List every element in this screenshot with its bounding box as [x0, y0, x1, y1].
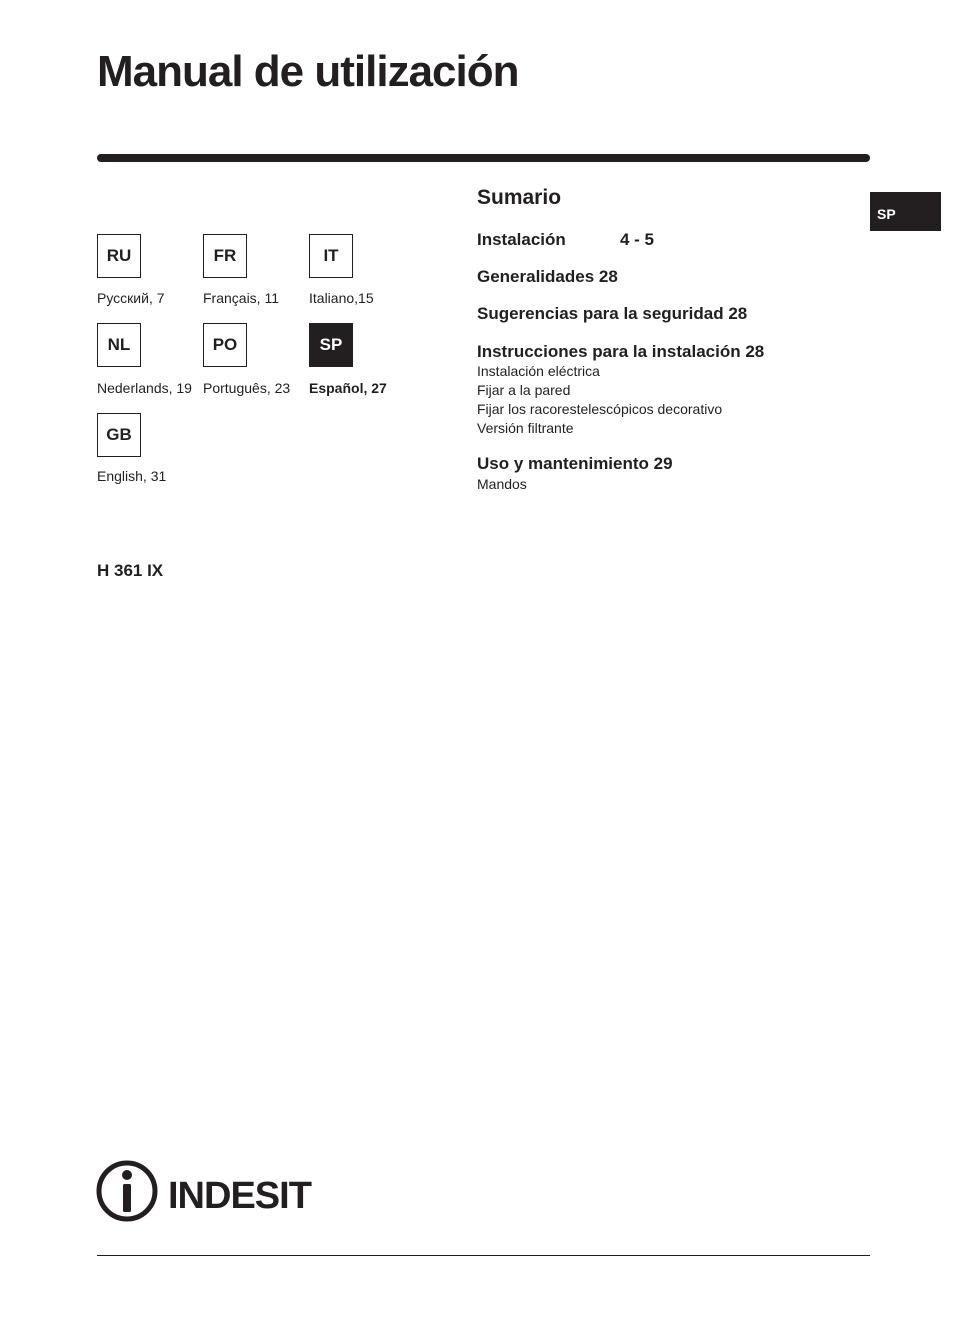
toc-heading-uso: Uso y mantenimiento 29 [477, 454, 673, 473]
lang-label-po: Português, 23 [203, 380, 291, 396]
toc-item: Fijar los racorestelescópicos decorativo [477, 401, 723, 417]
toc-item: Instalación eléctrica [477, 363, 600, 379]
indesit-logo [96, 1158, 336, 1224]
toc-heading-generalidades: Generalidades 28 [477, 267, 618, 286]
page-title: Manual de utilización [97, 47, 519, 96]
lang-label-ru: Русский, 7 [97, 290, 165, 306]
lang-box-nl: NL [97, 323, 141, 367]
toc-item: Fijar a la pared [477, 382, 571, 398]
lang-label-sp: Español, 27 [309, 380, 387, 396]
model-number: H 361 IX [97, 561, 164, 580]
lang-box-it: IT [309, 234, 353, 278]
toc-heading-instalacion-instrucciones: Instrucciones para la instalación 28 [477, 342, 765, 361]
language-side-tab: SP [870, 192, 941, 231]
lang-label-it: Italiano,15 [309, 290, 374, 306]
toc-item: Versión filtrante [477, 420, 574, 436]
top-divider [97, 154, 870, 162]
toc-page-instalacion: 4 - 5 [620, 230, 655, 249]
toc-heading-seguridad: Sugerencias para la seguridad 28 [477, 304, 748, 323]
lang-label-fr: Français, 11 [203, 290, 279, 306]
toc-heading-instalacion: Instalación [477, 230, 566, 249]
logo-dot [122, 1170, 132, 1180]
bottom-divider [97, 1255, 870, 1256]
lang-box-ru: RU [97, 234, 141, 278]
lang-label-nl: Nederlands, 19 [97, 380, 192, 396]
toc-title: Sumario [477, 186, 562, 209]
lang-box-gb: GB [97, 413, 141, 457]
logo-stem [123, 1184, 131, 1212]
lang-box-sp-active: SP [309, 323, 353, 367]
lang-label-gb: English, 31 [97, 468, 167, 484]
logo-wordmark: INDESIT [168, 1175, 311, 1217]
lang-box-fr: FR [203, 234, 247, 278]
lang-box-po: PO [203, 323, 247, 367]
toc-item: Mandos [477, 476, 527, 492]
